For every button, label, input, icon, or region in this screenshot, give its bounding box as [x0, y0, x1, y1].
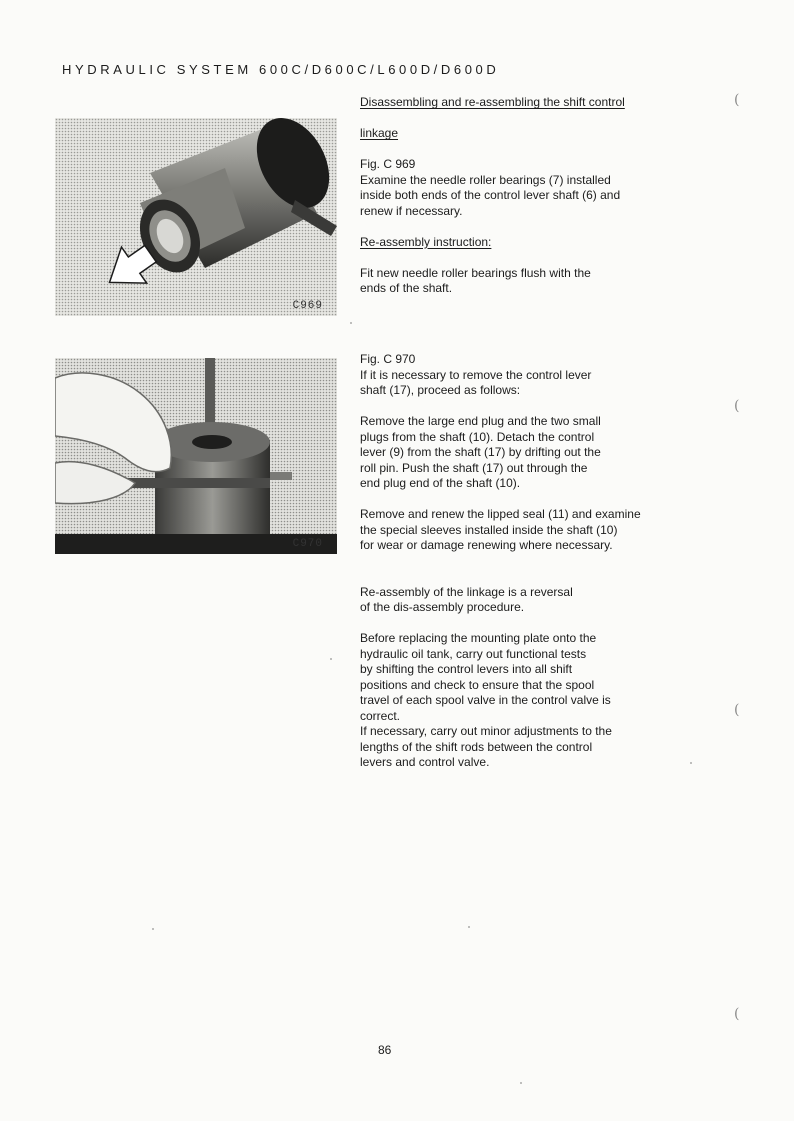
subheading: Re-assembly instruction:: [360, 234, 492, 249]
text-line: Before replacing the mounting plate onto the: [360, 631, 597, 645]
text-line: correct.: [360, 708, 401, 723]
scan-speck: [350, 322, 352, 324]
text-line: If necessary, carry out minor adjustments to the: [360, 724, 612, 738]
text-line: If it is necessary to remove the control lever: [360, 367, 592, 382]
text-line: end plug end of the shaft (10).: [360, 476, 521, 490]
text-line: plugs from the shaft (10). Detach the control: [360, 429, 595, 444]
section-heading: Disassembling and re-assembling the shift control: [360, 95, 625, 109]
text-line: travel of each spool valve in the control valve is: [360, 693, 611, 707]
scan-speck: [520, 1082, 522, 1084]
text-line: the special sleeves installed inside the shaft (10): [360, 522, 618, 537]
section-shift-control-linkage: [360, 95, 710, 297]
text-line: Fit new needle roller bearings flush with the: [360, 265, 591, 280]
figure-label: C970: [292, 538, 323, 550]
text-line: positions and check to ensure that the spool: [360, 677, 595, 692]
page-number: 86: [378, 1043, 392, 1057]
text-line: hydraulic oil tank, carry out functional tests: [360, 646, 587, 661]
text-line: lengths of the shift rods between the control: [360, 739, 593, 754]
figure-reference: Fig. C 970: [360, 352, 416, 366]
scan-mark: (: [734, 92, 740, 108]
text-line: Remove and renew the lipped seal (11) and examine: [360, 507, 641, 521]
text-line: of the dis-assembly procedure.: [360, 600, 525, 614]
bearing-photo-icon: [55, 118, 337, 316]
scan-mark: (: [734, 702, 740, 718]
text-line: for wear or damage renewing where necessary.: [360, 538, 613, 552]
shaft-removal-photo-icon: [55, 358, 337, 554]
text-line: Remove the large end plug and the two small: [360, 414, 601, 428]
text-line: shaft (17), proceed as follows:: [360, 383, 521, 397]
text-line: levers and control valve.: [360, 755, 490, 769]
text-line: roll pin. Push the shaft (17) out through the: [360, 460, 588, 475]
scan-speck: [468, 926, 470, 928]
text-line: renew if necessary.: [360, 203, 463, 218]
text-line: Re-assembly of the linkage is a reversal: [360, 584, 573, 599]
scan-speck: [152, 928, 154, 930]
text-line: ends of the shaft.: [360, 281, 453, 295]
figure-label: C969: [292, 300, 323, 312]
figure-c970: [55, 358, 337, 554]
section-heading: linkage: [360, 126, 399, 140]
text-line: lever (9) from the shaft (17) by drifting out the: [360, 445, 601, 459]
figure-c969: [55, 118, 337, 316]
section-control-lever-shaft: [360, 352, 710, 771]
scan-speck: [690, 762, 692, 764]
text-line: inside both ends of the control lever shaft (6) and: [360, 188, 621, 202]
page-header: HYDRAULIC SYSTEM 600C/D600C/L600D/D600D: [62, 62, 500, 77]
text-line: by shifting the control levers into all shift: [360, 662, 573, 676]
scan-speck: [330, 658, 332, 660]
scan-mark: (: [734, 1006, 740, 1022]
figure-reference: Fig. C 969: [360, 157, 416, 171]
text-line: Examine the needle roller bearings (7) installed: [360, 172, 611, 187]
scan-mark: (: [734, 398, 740, 414]
